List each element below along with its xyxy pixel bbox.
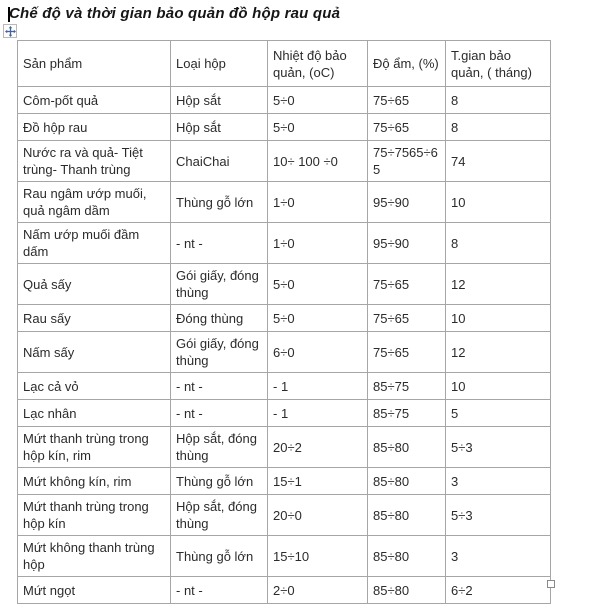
table-cell[interactable]: Hộp sắt xyxy=(171,87,268,114)
table-cell[interactable]: 5÷3 xyxy=(446,495,551,536)
table-cell[interactable]: Mứt không kín, rim xyxy=(18,468,171,495)
table-cell[interactable]: 5÷0 xyxy=(268,87,368,114)
table-cell[interactable]: 5÷0 xyxy=(268,264,368,305)
table-cell[interactable]: - nt - xyxy=(171,400,268,427)
table-row xyxy=(18,114,551,141)
table-header-cell[interactable]: Nhiệt độ bảo quản, (oC) xyxy=(268,41,368,87)
table-resize-handle[interactable] xyxy=(547,580,555,588)
table-cell[interactable]: 95÷90 xyxy=(368,182,446,223)
table-cell[interactable]: Hộp sắt, đóng thùng xyxy=(171,427,268,468)
table-cell[interactable]: 85÷80 xyxy=(368,427,446,468)
table-cell[interactable]: 8 xyxy=(446,87,551,114)
table-cell[interactable]: 95÷90 xyxy=(368,223,446,264)
table-cell[interactable]: 85÷80 xyxy=(368,577,446,604)
table-move-handle[interactable] xyxy=(3,24,17,38)
table-cell[interactable]: 85÷80 xyxy=(368,495,446,536)
table-row xyxy=(18,332,551,373)
table-cell[interactable]: Thùng gỗ lớn xyxy=(171,182,268,223)
table-cell[interactable]: - nt - xyxy=(171,577,268,604)
table-cell[interactable]: 12 xyxy=(446,264,551,305)
table-cell[interactable]: Gói giấy, đóng thùng xyxy=(171,264,268,305)
table-cell[interactable]: - nt - xyxy=(171,223,268,264)
table-cell[interactable]: 75÷65 xyxy=(368,332,446,373)
table-header-cell[interactable]: T.gian bảo quản, ( tháng) xyxy=(446,41,551,87)
table-row xyxy=(18,400,551,427)
table-cell[interactable]: 75÷7565÷65 xyxy=(368,141,446,182)
storage-conditions-table xyxy=(17,40,551,604)
table-cell[interactable]: 5 xyxy=(446,400,551,427)
table-row xyxy=(18,577,551,604)
table-header-cell[interactable]: Độ ẩm, (%) xyxy=(368,41,446,87)
table-row xyxy=(18,468,551,495)
table-cell[interactable]: ChaiChai xyxy=(171,141,268,182)
table-cell[interactable]: 75÷65 xyxy=(368,305,446,332)
table-cell[interactable]: 2÷0 xyxy=(268,577,368,604)
table-header-row xyxy=(18,41,551,87)
table-cell[interactable]: Lạc cả vỏ xyxy=(18,373,171,400)
table-cell[interactable]: 85÷75 xyxy=(368,400,446,427)
table-cell[interactable]: 10 xyxy=(446,305,551,332)
table-header-cell[interactable]: Loại hộp xyxy=(171,41,268,87)
table-cell[interactable]: 20÷2 xyxy=(268,427,368,468)
table-cell[interactable]: 5÷0 xyxy=(268,114,368,141)
table-cell[interactable]: 75÷65 xyxy=(368,87,446,114)
table-cell[interactable]: Đóng thùng xyxy=(171,305,268,332)
table-row xyxy=(18,305,551,332)
table-cell[interactable]: Hộp sắt, đóng thùng xyxy=(171,495,268,536)
table-row xyxy=(18,223,551,264)
table-row xyxy=(18,536,551,577)
table-cell[interactable]: Hộp sắt xyxy=(171,114,268,141)
table-cell[interactable]: 74 xyxy=(446,141,551,182)
table-cell[interactable]: 8 xyxy=(446,223,551,264)
table-cell[interactable]: Rau ngâm ướp muối, quả ngâm dầm xyxy=(18,182,171,223)
table-cell[interactable]: Gói giấy, đóng thùng xyxy=(171,332,268,373)
table-cell[interactable]: Mứt thanh trùng trong hộp kín, rim xyxy=(18,427,171,468)
table-cell[interactable]: 85÷75 xyxy=(368,373,446,400)
table-cell[interactable]: 75÷65 xyxy=(368,264,446,305)
table-cell[interactable]: Thùng gỗ lớn xyxy=(171,468,268,495)
table-cell[interactable]: 8 xyxy=(446,114,551,141)
table-row xyxy=(18,87,551,114)
table-cell[interactable]: 75÷65 xyxy=(368,114,446,141)
table-cell[interactable]: 1÷0 xyxy=(268,223,368,264)
table-cell[interactable]: 10÷ 100 ÷0 xyxy=(268,141,368,182)
table-cell[interactable]: 3 xyxy=(446,468,551,495)
table-cell[interactable]: Côm-pốt quả xyxy=(18,87,171,114)
table-cell[interactable]: 10 xyxy=(446,182,551,223)
table-cell[interactable]: - 1 xyxy=(268,400,368,427)
table-cell[interactable]: Nước ra và quả- Tiệt trùng- Thanh trùng xyxy=(18,141,171,182)
table-header-cell[interactable]: Sản phẩm xyxy=(18,41,171,87)
table-cell[interactable]: Mứt thanh trùng trong hộp kín xyxy=(18,495,171,536)
table-cell[interactable]: Mứt không thanh trùng hộp xyxy=(18,536,171,577)
table-cell[interactable]: Nấm ướp muối đầm dấm xyxy=(18,223,171,264)
table-cell[interactable]: Mứt ngọt xyxy=(18,577,171,604)
table-cell[interactable]: 15÷1 xyxy=(268,468,368,495)
table-row xyxy=(18,373,551,400)
table-cell[interactable]: 12 xyxy=(446,332,551,373)
table-cell[interactable]: 5÷0 xyxy=(268,305,368,332)
table-cell[interactable]: 1÷0 xyxy=(268,182,368,223)
table-cell[interactable]: - 1 xyxy=(268,373,368,400)
table-cell[interactable]: 10 xyxy=(446,373,551,400)
table-cell[interactable]: Lạc nhân xyxy=(18,400,171,427)
table-cell[interactable]: 85÷80 xyxy=(368,468,446,495)
table-cell[interactable]: 6÷0 xyxy=(268,332,368,373)
table-row xyxy=(18,182,551,223)
table-row xyxy=(18,427,551,468)
table-cell[interactable]: Đồ hộp rau xyxy=(18,114,171,141)
table-cell[interactable]: 5÷3 xyxy=(446,427,551,468)
table-row xyxy=(18,141,551,182)
table-cell[interactable]: Thùng gỗ lớn xyxy=(171,536,268,577)
table-row xyxy=(18,264,551,305)
table-cell[interactable]: 6÷2 xyxy=(446,577,551,604)
table-body xyxy=(18,87,551,604)
table-cell[interactable]: 15÷10 xyxy=(268,536,368,577)
table-cell[interactable]: Quả sấy xyxy=(18,264,171,305)
page-title[interactable]: Chế độ và thời gian bảo quản đồ hộp rau quả xyxy=(9,5,341,22)
table-cell[interactable]: 3 xyxy=(446,536,551,577)
table-cell[interactable]: - nt - xyxy=(171,373,268,400)
table-cell[interactable]: Rau sấy xyxy=(18,305,171,332)
table-row xyxy=(18,495,551,536)
table-cell[interactable]: Nấm sấy xyxy=(18,332,171,373)
four-way-arrow-icon xyxy=(5,26,16,37)
table-cell[interactable]: 20÷0 xyxy=(268,495,368,536)
table-cell[interactable]: 85÷80 xyxy=(368,536,446,577)
